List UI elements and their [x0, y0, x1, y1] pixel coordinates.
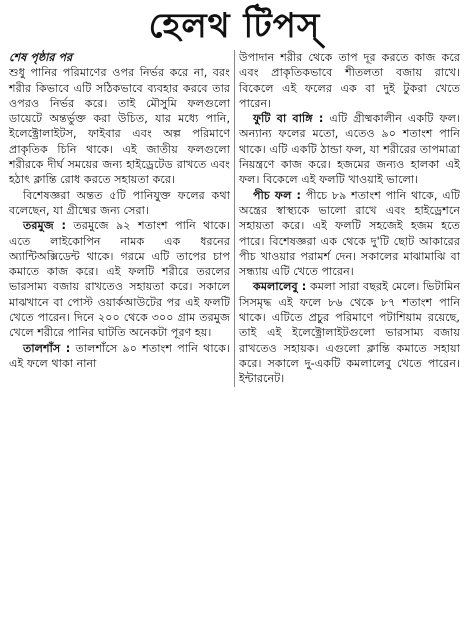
- article-columns: [9, 50, 460, 387]
- intro-paragraph: [9, 50, 230, 188]
- watermelon-paragraph: [9, 218, 230, 340]
- intro-text: শুধু পানির পরিমাণের ওপর নির্ভর করে না, বরং শরীর কিভাবে এটি সঠিকভাবে ব্যবহার করবে তার ওপরও নির্ভর করে। তাই মৌসুমি ফলগুলো ডায়েটে অন্তর্ভুক্ত করা উচিত, যার মধ্যে পানি, ইলেক্ট্রোলাইটস, ফাইবার এবং অল্প পরিমাণে প্রাকৃতিক চিনি থাকে। এই জাতীয় ফলগুলো শরীরকে দীর্ঘ সময়ের জন্য হাইড্রেটেড রাখতে এবং হঠাৎ ক্লান্তি রোধ করতে সহায়তা করে।: [9, 66, 230, 187]
- left-column: [9, 50, 230, 387]
- peach-heading: পীচ ফল :: [253, 188, 302, 202]
- watermelon-heading: তরমুজ :: [23, 219, 66, 233]
- peach-paragraph: [239, 188, 460, 280]
- article-title: হেলথ টিপস্: [148, 6, 321, 46]
- column-divider: [234, 50, 235, 387]
- peach-text: পীচে ৮৯ শতাংশ পানি থাকে, এটি অন্ত্রের স্বাস্থ্যকে ভালো রাখে এবং হাইড্রেশনে সহায়তা করে। এই ফলটি সহজেই হজম হতে পারে। বিশেষজ্ঞরা এক থেকে দু'টি ছোট আকারের পীচ খাওয়ার পরামর্শ দেন। সকালের মাঝামাঝি বা সন্ধ্যায় এটি খেতে পারেন।: [239, 188, 460, 279]
- continued-label: শেষ পৃষ্ঠার পর: [9, 51, 73, 64]
- melon-text: এটি গ্রীষ্মকালীন একটি ফল। অন্যান্য ফলের মতো, এতেও ৯০ শতাংশ পানি থাকে। এটি একটি ঠান্ডা ফল, যা শরীরের তাপমাত্রা নিয়ন্ত্রণে কাজ করে। হজমের জন্যও হালকা এই ফল। বিকেলে এই ফলটি খাওয়াই ভালো।: [239, 112, 460, 187]
- orange-heading: কমলালেবু :: [253, 280, 307, 294]
- palm-continued-paragraph: উপাদান শরীর থেকে তাপ দূর করতে কাজ করে এবং প্রাকৃতিকভাবে শীতলতা বজায় রাখে। বিকেলে এই ফলের এক বা দুই টুকরা খেতে পারেন।: [239, 51, 460, 110]
- right-column: [239, 50, 460, 387]
- melon-paragraph: [239, 111, 460, 187]
- orange-paragraph: [239, 279, 460, 386]
- experts-paragraph: বিশেষজ্ঞরা অন্তত ৫টি পানিযুক্ত ফলের কথা বলেছেন, যা গ্রীষ্মের জন্য সেরা।: [9, 188, 230, 217]
- palm-text: তালশাঁসে ৯০ শতাংশ পানি থাকে। এই ফলে থাকা নানা: [9, 341, 230, 370]
- palm-heading: তালশাঁস :: [23, 341, 71, 355]
- palm-paragraph: [9, 341, 230, 372]
- watermelon-text: তরমুজে ৯২ শতাংশ পানি থাকে। এতে লাইকোপিন নামক এক ধরনের অ্যান্টিঅক্সিডেন্ট থাকে। গরমে এটি তাপের চাপ কমাতে কাজ করে। এই ফলটি শরীরে তরলের ভারসাম্য বজায় রাখতেও সহায়তা করে। সকালে মাঝখানে বা পোস্ট ওয়ার্কআউটের পর এই ফলটি খেতে পারেন। দিনে ২০০ থেকে ৩০০ গ্রাম তরমুজ খেলে শরীরে পানির ঘাটতি অনেকটা পূরণ হয়।: [9, 219, 230, 340]
- orange-text: কমলা সারা বছরই মেলে। ভিটামিন সিসমৃদ্ধ এই ফলে ৮৬ থেকে ৮৭ শতাংশ পানি থাকে। এটিতে প্রচুর পরিমাণে পটাশিয়াম রয়েছে, তাই এই ইলেক্ট্রোলাইটগুলো ভারসাম্য বজায় রাখতেও সহায়ক। এগুলো ক্লান্তি কমাতে সহায়া করে। সকালে দু-একটি কমলালেবু খেতে পারেন। ইন্টারনেট।: [239, 280, 461, 386]
- melon-heading: ফুটি বা বাঙ্গি :: [253, 112, 324, 126]
